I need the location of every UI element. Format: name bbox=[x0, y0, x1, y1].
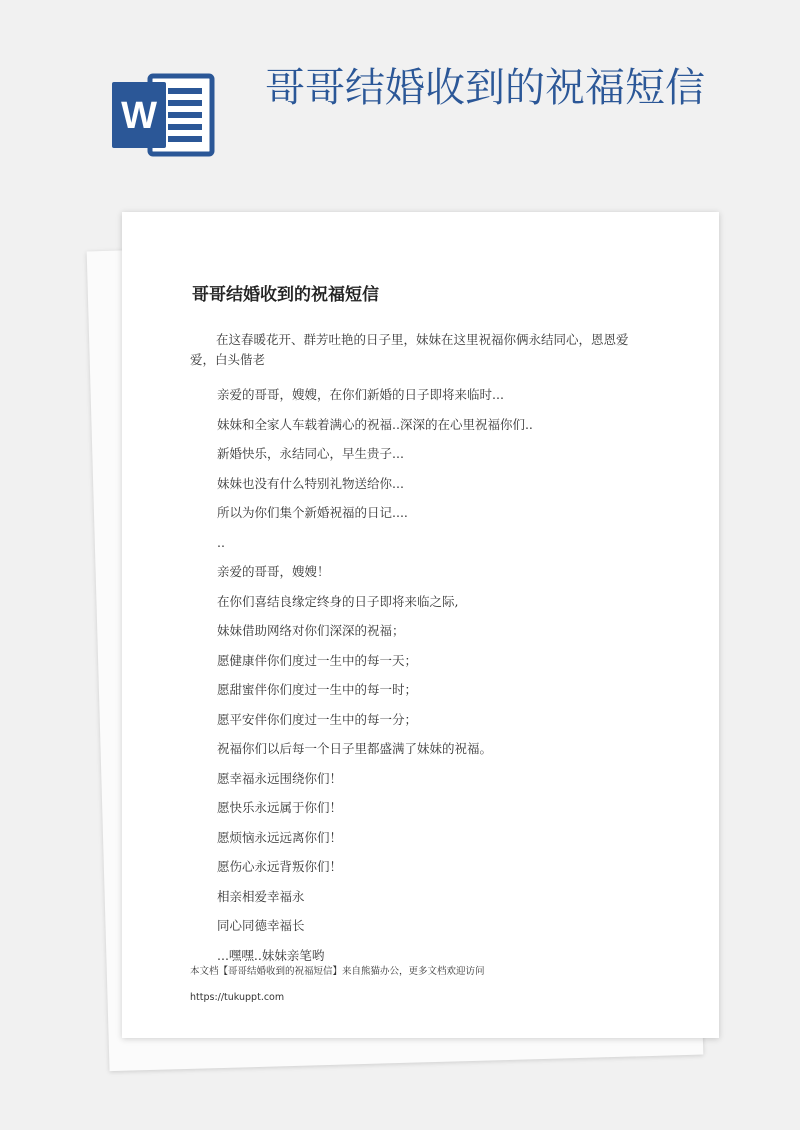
body-line: ...嘿嘿..妹妹亲笔哟 bbox=[217, 947, 325, 963]
body-line: 妹妹和全家人车载着满心的祝福..深深的在心里祝福你们.. bbox=[217, 416, 533, 432]
body-paragraph: 在这春暖花开、群芳吐艳的日子里，妹妹在这里祝福你俩永结同心，恩恩爱爱，白头偕老 bbox=[190, 332, 629, 367]
body-line: .. bbox=[217, 534, 225, 550]
body-line: 愿伤心永远背叛你们！ bbox=[217, 859, 343, 874]
body-line: 愿幸福永远围绕你们！ bbox=[217, 770, 343, 786]
body-line: 同心同德幸福长 bbox=[217, 918, 305, 933]
body-line: 愿健康伴你们度过一生中的每一天； bbox=[217, 652, 418, 668]
body-line: 新婚快乐，永结同心，早生贵子... bbox=[217, 446, 404, 461]
body-line: 祝福你们以后每一个日子里都盛满了妹妹的祝福。 bbox=[217, 741, 493, 756]
body-line: 妹妹也没有什么特别礼物送给你... bbox=[217, 475, 404, 491]
banner-title: 哥哥结婚收到的祝福短信 bbox=[265, 65, 705, 111]
word-logo-letter: W bbox=[121, 95, 157, 137]
body-line: 亲爱的哥哥，嫂嫂，在你们新婚的日子即将来临时... bbox=[217, 387, 504, 402]
body-line: 愿快乐永远属于你们！ bbox=[217, 800, 343, 815]
document-page bbox=[122, 212, 719, 1038]
body-line: 所以为你们集个新婚祝福的日记.... bbox=[217, 505, 408, 520]
body-line: 亲爱的哥哥，嫂嫂！ bbox=[217, 564, 330, 579]
footer-url-link[interactable]: https://tukuppt.com bbox=[190, 992, 285, 1003]
footer-note: 本文档【哥哥结婚收到的祝福短信】来自熊猫办公，更多文档欢迎访问 bbox=[190, 966, 485, 977]
body-line: 在你们喜结良缘定终身的日子即将来临之际, bbox=[217, 593, 459, 609]
body-line: 愿甜蜜伴你们度过一生中的每一时； bbox=[217, 682, 418, 697]
body-line: 妹妹借助网络对你们深深的祝福； bbox=[217, 623, 405, 638]
body-line: 愿烦恼永远远离你们！ bbox=[217, 829, 343, 845]
word-icon bbox=[112, 72, 216, 158]
body-line: 相亲相爱幸福永 bbox=[217, 888, 305, 904]
document-title: 哥哥结婚收到的祝福短信 bbox=[192, 285, 379, 305]
body-line: 愿平安伴你们度过一生中的每一分； bbox=[217, 711, 418, 727]
document-body bbox=[190, 330, 642, 970]
